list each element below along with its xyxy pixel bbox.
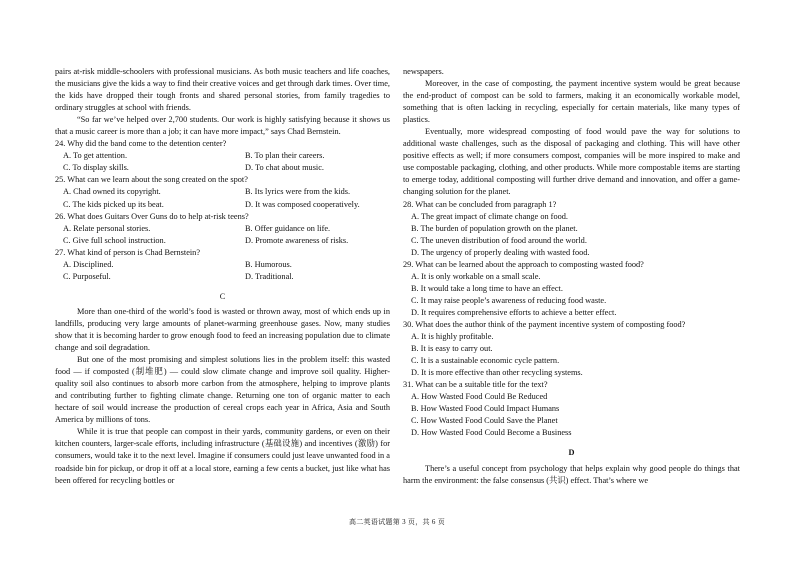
- option-c: C. The uneven distribution of food around the world.: [411, 235, 587, 245]
- question-stem: 27. What kind of person is Chad Bernstein?: [55, 247, 201, 257]
- option-b: B. How Wasted Food Could Impact Humans: [411, 404, 560, 414]
- right-column: [403, 66, 740, 487]
- question-31: [403, 379, 740, 439]
- option-c: C. Give full school instruction.: [63, 235, 166, 245]
- question-stem: 31. What can be a suitable title for the text?: [403, 380, 548, 390]
- left-column: [55, 66, 390, 487]
- option-a: A. Relate personal stories.: [63, 223, 151, 233]
- option-d: D. It is more effective than other recycling systems.: [411, 368, 583, 378]
- option-c: C. Purposeful.: [63, 271, 111, 281]
- question-28: [403, 199, 740, 259]
- question-stem: 24. Why did the band come to the detention center?: [55, 139, 227, 149]
- question-stem: 28. What can be concluded from paragraph 1?: [403, 199, 557, 209]
- question-stem: 25. What can we learn about the song created on the spot?: [55, 175, 248, 185]
- option-d: D. How Wasted Food Could Become a Business: [411, 428, 572, 438]
- option-a: A. Disciplined.: [63, 259, 114, 269]
- question-27: [55, 247, 390, 283]
- option-d: D. Promote awareness of risks.: [245, 235, 349, 245]
- option-c: C. It may raise people’s awareness of reducing food waste.: [411, 295, 607, 305]
- option-a: A. Chad owned its copyright.: [63, 187, 161, 197]
- option-c: C. How Wasted Food Could Save the Planet: [411, 416, 558, 426]
- option-b: B. Offer guidance on life.: [245, 223, 331, 233]
- option-d: D. Traditional.: [245, 271, 294, 281]
- option-a: A. To get attention.: [63, 151, 128, 161]
- option-b: B. It is easy to carry out.: [411, 344, 493, 354]
- option-d: D. To chat about music.: [245, 163, 324, 173]
- option-b: B. Its lyrics were from the kids.: [245, 187, 351, 197]
- question-stem: 30. What does the author think of the payment incentive system of composting food?: [403, 319, 686, 329]
- option-b: B. To plan their careers.: [245, 151, 325, 161]
- option-c: C. The kids picked up its beat.: [63, 199, 164, 209]
- question-24: [55, 138, 390, 174]
- question-25: [55, 174, 390, 210]
- section-c-heading: C: [219, 291, 226, 301]
- option-d: D. It requires comprehensive efforts to achieve a better effect.: [411, 307, 617, 317]
- passage-c-paragraph-3: While it is true that people can compost in their yards, community gardens, or even on their kitchen counters, larger-scale efforts, including infrastructure (基础设施) and incentives (激励) for consumers, would take it to the next level. Imagine if consumers could just leave unwanted food in a roadside bin for pickup, or drop it off at a local store, earning a few cents a bucket, just like what has been offered for recycling bottles or: [55, 427, 390, 485]
- section-d-heading: D: [568, 448, 575, 458]
- question-29: [403, 259, 740, 319]
- option-a: A. The great impact of climate change on food.: [411, 211, 568, 221]
- option-a: A. It is highly profitable.: [411, 332, 494, 342]
- option-b: B. Humorous.: [245, 259, 292, 269]
- passage-c-continuation: newspapers.: [403, 67, 444, 76]
- option-b: B. It would take a long time to have an effect.: [411, 283, 563, 293]
- option-d: D. It was composed cooperatively.: [245, 199, 360, 209]
- passage-d-paragraph-1: There’s a useful concept from psychology that helps explain why good people do things that harm the environment: the false consensus (共识) effect. That’s where we: [403, 463, 740, 485]
- option-c: C. It is a sustainable economic cycle pattern.: [411, 356, 560, 366]
- option-a: A. How Wasted Food Could Be Reduced: [411, 392, 548, 402]
- option-c: C. To display skills.: [63, 163, 129, 173]
- option-a: A. It is only workable on a small scale.: [411, 271, 541, 281]
- passage-c-paragraph-1: More than one-third of the world’s food is wasted or thrown away, most of which ends up in landfills, producing very large amounts of planet-warming greenhouse gases. Now, many studies show that it is becoming harder to grow enough food to feed an increasing population due to climate change and soil degradation.: [55, 306, 390, 353]
- question-stem: 29. What can be learned about the approach to composting wasted food?: [403, 259, 644, 269]
- passage-c-paragraph-5: Eventually, more widespread composting of food would pave the way for solutions to additional waste challenges, such as the disposal of packaging and clothing. This will have other positive effects as well; if more consumers compost, companies will be more inspired to make and use compostable packaging, clothing, and other products. While more compostable items are starting to emerge today, additional composting will further drive demand and innovation, and offer a game-changing solution for the planet.: [403, 127, 740, 197]
- option-d: D. The urgency of properly dealing with wasted food.: [411, 247, 590, 257]
- option-b: B. The burden of population growth on the planet.: [411, 223, 578, 233]
- question-stem: 26. What does Guitars Over Guns do to help at-risk teens?: [55, 211, 249, 221]
- page-footer: 高二英语试题第 3 页，共 6 页: [348, 518, 446, 526]
- passage-b-paragraph: pairs at-risk middle-schoolers with professional musicians. As both music teachers and life coaches, the musicians give the kids a way to find their creative voices and get through dark times. Over time, the kids have dropped their tough fronts and shared personal stories, from family tragedies to ordinary struggles at school with friends.: [55, 67, 391, 113]
- passage-c-paragraph-4: Moreover, in the case of composting, the payment incentive system would be great because the end-product of compost can be sold to farmers, making it an economically workable model, something that is often lacking in recycling, especially for certain materials, like many types of plastics.: [403, 79, 740, 125]
- question-26: [55, 211, 390, 247]
- passage-c-paragraph-2: But one of the most promising and simplest solutions lies in the problem itself: this wasted food — if composted (制堆肥) — could slow climate change and improve soil quality. Higher-quality soil also continues to absorb more carbon from the atmosphere, helping to improve plants and contributing further to fighting climate change. Returning one ton of organic matter to each hectare of soil would increase the production of cereal crops each year in Africa, Asia and South America by millions of tons.: [55, 355, 390, 425]
- question-30: [403, 319, 740, 379]
- passage-b-quote: “So far we’ve helped over 2,700 students. Our work is highly satisfying because it shows us that a music career is more than a job; it can have more impact,” says Chad Bernstein.: [55, 115, 390, 137]
